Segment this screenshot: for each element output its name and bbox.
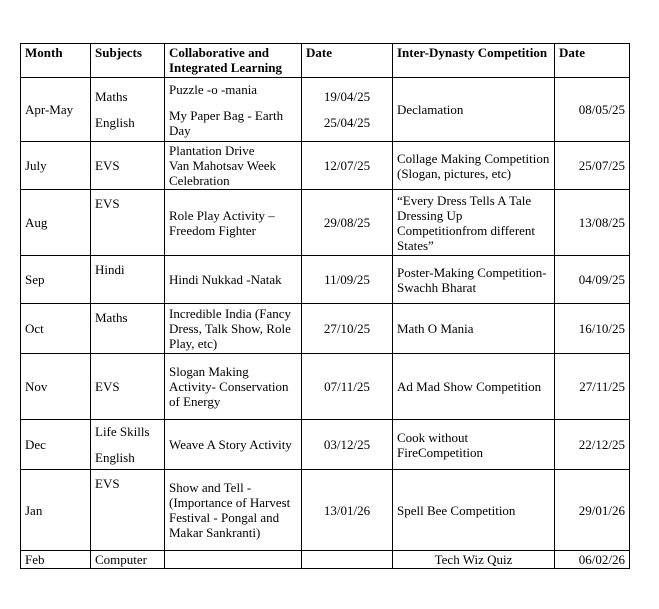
collab-text: My Paper Bag - Earth Day <box>169 107 284 138</box>
table-row <box>21 256 630 304</box>
competition-date-cell: 08/05/25 <box>555 78 630 142</box>
date-cell <box>302 78 393 142</box>
subjects-cell <box>91 78 165 142</box>
header-subjects: Subjects <box>91 44 165 78</box>
header-month: Month <box>21 44 91 78</box>
competition-cell: Tech Wiz Quiz <box>393 551 555 569</box>
header-row <box>21 44 630 78</box>
month-cell: Aug <box>21 190 91 256</box>
competition-cell: Poster-Making Competition- Swachh Bharat <box>393 256 555 304</box>
collab-cell: Weave A Story Activity <box>165 420 302 470</box>
collab-text: Plantation Drive <box>169 143 255 158</box>
header-collaborative-learning: Collaborative and Integrated Learning <box>165 44 302 78</box>
subjects-cell: EVS <box>91 470 165 551</box>
month-cell: Sep <box>21 256 91 304</box>
competition-cell: Collage Making Competition (Slogan, pictures, etc) <box>393 142 555 190</box>
subject-text: English <box>95 450 135 465</box>
subjects-cell: EVS <box>91 354 165 420</box>
collab-cell: Hindi Nukkad -Natak <box>165 256 302 304</box>
subjects-cell <box>91 420 165 470</box>
header-inter-dynasty-competition: Inter-Dynasty Competition <box>393 44 555 78</box>
date-cell <box>302 551 393 569</box>
collab-text: Puzzle -o -mania <box>169 81 258 97</box>
competition-cell: Declamation <box>393 78 555 142</box>
competition-date-cell: 13/08/25 <box>555 190 630 256</box>
competition-cell: Cook without FireCompetition <box>393 420 555 470</box>
date-cell: 12/07/25 <box>302 142 393 190</box>
competition-cell: “Every Dress Tells A Tale Dressing Up Competitionfrom different States” <box>393 190 555 256</box>
collab-cell: Role Play Activity – Freedom Fighter <box>165 190 302 256</box>
competition-cell: Spell Bee Competition <box>393 470 555 551</box>
collab-cell: Show and Tell - (Importance of Harvest Festival - Pongal and Makar Sankranti) <box>165 470 302 551</box>
subject-text: Maths <box>95 89 128 104</box>
collab-cell <box>165 142 302 190</box>
month-cell: Jan <box>21 470 91 551</box>
subjects-cell: EVS <box>91 190 165 256</box>
subjects-cell: Computer <box>91 551 165 569</box>
table-row <box>21 190 630 256</box>
table-row <box>21 78 630 142</box>
collab-text: Van Mahotsav Week Celebration <box>169 158 277 188</box>
header-date: Date <box>302 44 393 78</box>
subject-text: English <box>95 115 135 130</box>
competition-date-cell: 16/10/25 <box>555 304 630 354</box>
table-row <box>21 551 630 569</box>
date-cell: 13/01/26 <box>302 470 393 551</box>
competition-date-cell: 27/11/25 <box>555 354 630 420</box>
competition-cell: Math O Mania <box>393 304 555 354</box>
subject-text: Life Skills <box>95 424 150 439</box>
table-row <box>21 304 630 354</box>
month-cell: Oct <box>21 304 91 354</box>
date-cell: 27/10/25 <box>302 304 393 354</box>
month-cell: Feb <box>21 551 91 569</box>
competition-date-cell: 25/07/25 <box>555 142 630 190</box>
date-cell: 29/08/25 <box>302 190 393 256</box>
collab-cell <box>165 78 302 142</box>
date-cell: 07/11/25 <box>302 354 393 420</box>
competition-cell: Ad Mad Show Competition <box>393 354 555 420</box>
month-cell: Apr-May <box>21 78 91 142</box>
month-cell: Dec <box>21 420 91 470</box>
date-cell: 11/09/25 <box>302 256 393 304</box>
table-row <box>21 142 630 190</box>
table-row <box>21 354 630 420</box>
competition-date-cell: 04/09/25 <box>555 256 630 304</box>
header-competition-date: Date <box>555 44 630 78</box>
table-row <box>21 470 630 551</box>
subjects-cell: EVS <box>91 142 165 190</box>
collab-cell: Slogan Making Activity- Conservation of Energy <box>165 354 302 420</box>
date-cell: 03/12/25 <box>302 420 393 470</box>
competition-date-cell: 06/02/26 <box>555 551 630 569</box>
subjects-cell: Maths <box>91 304 165 354</box>
collab-cell: Incredible India (Fancy Dress, Talk Show, Role Play, etc) <box>165 304 302 354</box>
competition-date-cell: 22/12/25 <box>555 420 630 470</box>
table-row <box>21 420 630 470</box>
competition-date-cell: 29/01/26 <box>555 470 630 551</box>
month-cell: July <box>21 142 91 190</box>
subjects-cell: Hindi <box>91 256 165 304</box>
collab-cell <box>165 551 302 569</box>
date-text: 25/04/25 <box>323 115 371 130</box>
date-text: 19/04/25 <box>323 89 371 104</box>
activity-calendar-table <box>20 43 630 569</box>
month-cell: Nov <box>21 354 91 420</box>
